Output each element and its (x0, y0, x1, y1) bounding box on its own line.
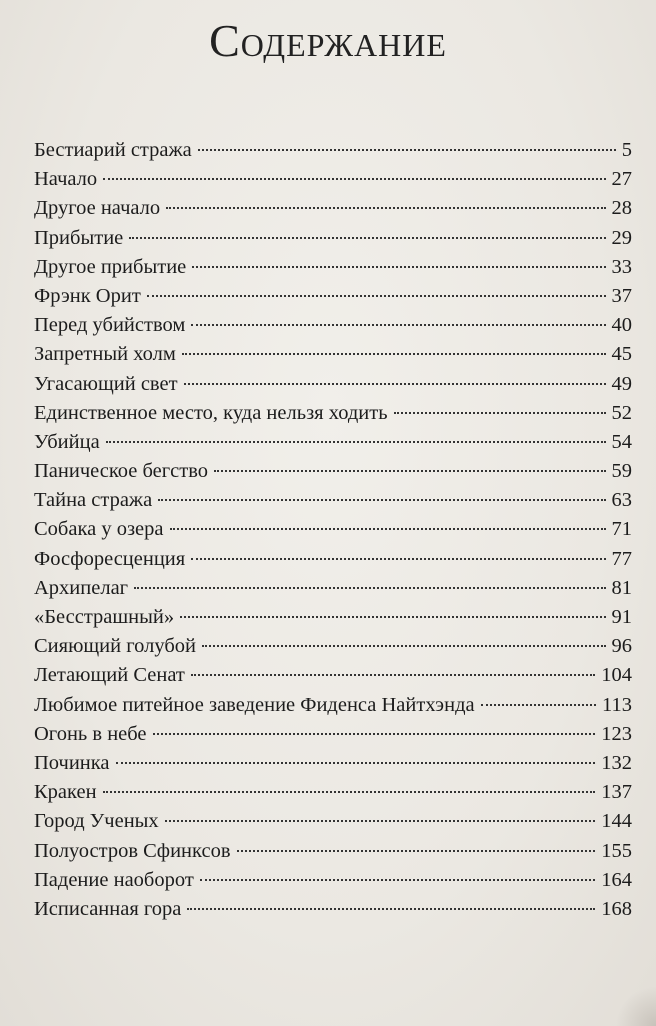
toc-entry (34, 661, 632, 690)
toc-entry (34, 807, 632, 836)
dot-leader (192, 266, 605, 268)
toc-entry-title: Паническое бегство (34, 460, 209, 483)
toc-entry (34, 370, 632, 399)
toc-entry (34, 457, 632, 486)
toc-entry-page-number: 71 (611, 518, 632, 541)
toc-entry-page-number: 52 (611, 401, 632, 424)
toc-entry-title: Полуостров Сфинксов (34, 839, 231, 862)
dot-leader (106, 441, 606, 443)
toc-entry (34, 778, 632, 807)
toc-entry-title: Исписанная гора (34, 897, 182, 920)
toc-entry-title: Единственное место, куда нельзя ходить (34, 401, 388, 424)
toc-entry-title: Другое начало (34, 197, 161, 220)
dot-leader (184, 383, 606, 385)
toc-entry-page-number: 63 (611, 489, 632, 512)
toc-entry-title: Кракен (34, 781, 97, 804)
dot-leader (103, 178, 605, 180)
toc-entry-page-number: 155 (601, 839, 632, 862)
toc-entry-title: Перед убийством (34, 314, 186, 337)
toc-entry-title: Любимое питейное заведение Фиденса Найтхэнда (34, 693, 475, 716)
toc-entry-page-number: 81 (611, 576, 632, 599)
toc-entry-page-number: 33 (611, 255, 632, 278)
toc-entry (34, 895, 632, 924)
page-title: Содержание (209, 15, 447, 66)
toc-entry-title: Прибытие (34, 226, 124, 249)
toc-entry (34, 282, 632, 311)
toc-entry-title: Запретный холм (34, 343, 176, 366)
toc-entry (34, 866, 632, 895)
toc-entry (34, 194, 632, 223)
toc-entry (34, 632, 632, 661)
toc-entry (34, 165, 632, 194)
dot-leader (170, 528, 606, 530)
dot-leader (153, 733, 596, 735)
toc-entry (34, 691, 632, 720)
toc-entry (34, 340, 632, 369)
toc-entry-page-number: 137 (601, 781, 632, 804)
toc-entry (34, 486, 632, 515)
toc-entry-title: Бестиарий стража (34, 139, 192, 161)
dot-leader (158, 499, 605, 501)
toc-entry-title: Убийца (34, 430, 100, 453)
toc-entry (34, 545, 632, 574)
toc-entry-page-number: 113 (602, 693, 632, 716)
toc-entry-page-number: 54 (611, 430, 632, 453)
toc-entry-title: Собака у озера (34, 518, 164, 541)
dot-leader (180, 616, 605, 618)
toc-entry-title: Другое прибытие (34, 255, 187, 278)
toc-entry-page-number: 40 (611, 314, 632, 337)
dot-leader (103, 791, 596, 793)
dot-leader (200, 879, 595, 881)
dot-leader (165, 820, 596, 822)
toc-entry (34, 603, 632, 632)
toc-entry-page-number: 132 (601, 751, 632, 774)
toc-entry-title: Сияющий голубой (34, 635, 196, 658)
toc-entry-page-number: 168 (601, 897, 632, 920)
toc-entry-page-number: 104 (601, 664, 632, 687)
dot-leader (187, 908, 595, 910)
toc-entry (34, 837, 632, 866)
dot-leader (191, 558, 605, 560)
toc-entry (34, 136, 632, 165)
toc-entry (34, 720, 632, 749)
toc-entry-title: Починка (34, 751, 110, 774)
toc-entry (34, 515, 632, 544)
table-of-contents (34, 136, 632, 924)
toc-entry-title: Начало (34, 168, 98, 191)
dot-leader (214, 470, 605, 472)
toc-entry-title: Огонь в небе (34, 722, 147, 745)
toc-entry-title: Фрэнк Орит (34, 284, 141, 307)
toc-entry (34, 399, 632, 428)
dot-leader (202, 645, 606, 647)
dot-leader (237, 850, 596, 852)
toc-entry-page-number: 91 (611, 606, 632, 628)
page-corner-shadow (616, 986, 656, 1026)
toc-entry-title: «Бесстрашный» (34, 606, 175, 628)
toc-entry-page-number: 96 (611, 635, 632, 658)
toc-entry-page-number: 45 (611, 343, 632, 366)
toc-entry-page-number: 27 (611, 168, 632, 191)
toc-entry (34, 253, 632, 282)
toc-entry (34, 574, 632, 603)
toc-entry-page-number: 28 (611, 197, 632, 220)
toc-entry-page-number: 37 (611, 284, 632, 307)
dot-leader (147, 295, 606, 297)
toc-entry-page-number: 144 (601, 810, 632, 833)
dot-leader (191, 674, 595, 676)
dot-leader (129, 237, 605, 239)
dot-leader (166, 207, 605, 209)
toc-entry-page-number: 59 (611, 460, 632, 483)
toc-entry-page-number: 77 (611, 547, 632, 570)
toc-entry-title: Город Ученых (34, 810, 159, 833)
toc-entry (34, 749, 632, 778)
toc-entry-page-number: 5 (621, 139, 632, 161)
dot-leader (394, 412, 606, 414)
toc-entry (34, 428, 632, 457)
toc-entry-title: Архипелаг (34, 576, 129, 599)
toc-entry-page-number: 123 (601, 722, 632, 745)
dot-leader (191, 324, 605, 326)
toc-entry (34, 224, 632, 253)
toc-entry-title: Фосфоресценция (34, 547, 186, 570)
toc-entry (34, 311, 632, 340)
toc-entry-title: Угасающий свет (34, 372, 178, 395)
dot-leader (481, 704, 596, 706)
toc-entry-page-number: 164 (601, 868, 632, 891)
toc-entry-title: Летающий Сенат (34, 664, 185, 687)
dot-leader (116, 762, 596, 764)
toc-entry-page-number: 49 (611, 372, 632, 395)
dot-leader (182, 353, 606, 355)
toc-entry-page-number: 29 (611, 226, 632, 249)
dot-leader (134, 587, 605, 589)
toc-entry-title: Тайна стража (34, 489, 153, 512)
dot-leader (198, 149, 616, 151)
toc-entry-title: Падение наоборот (34, 868, 194, 891)
